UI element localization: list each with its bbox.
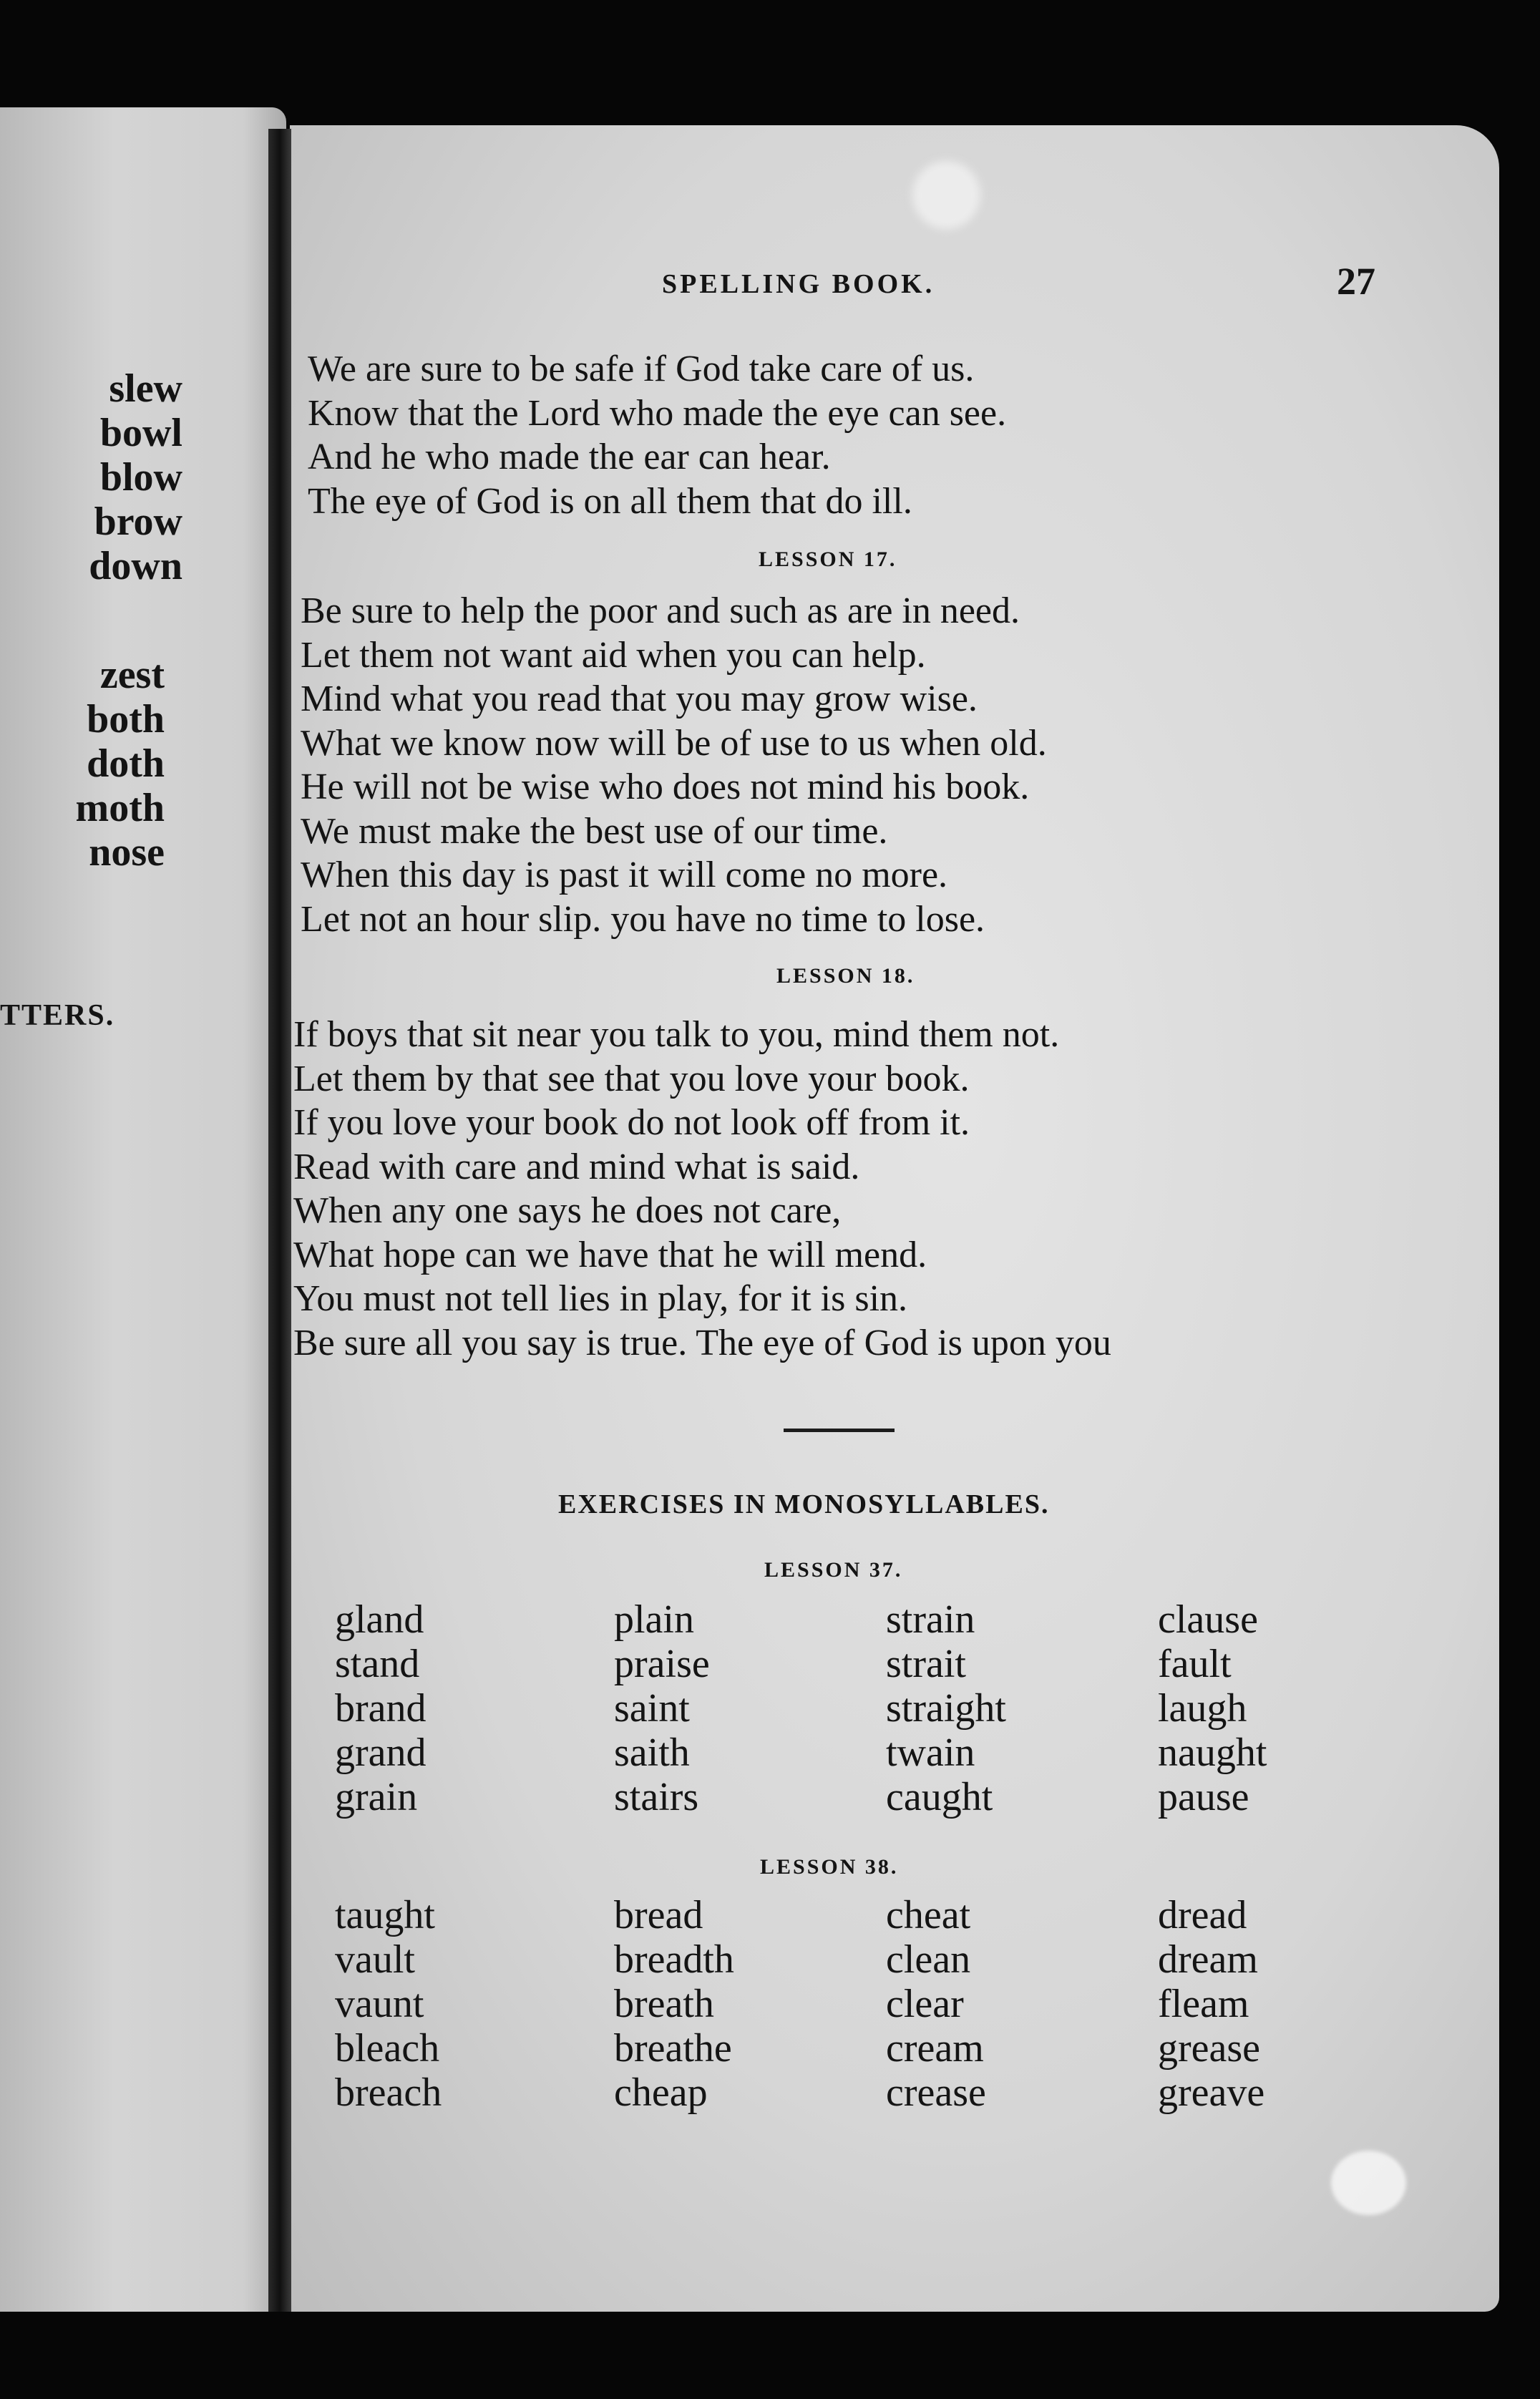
word: bread [614,1893,703,1937]
word-column [614,1893,734,2115]
word: pause [1158,1775,1249,1819]
left-page-word: both [87,697,165,741]
lesson-18-title: LESSON 18. [776,964,915,988]
word: clause [1158,1597,1258,1642]
text-line: And he who made the ear can hear. [308,437,831,477]
lesson-37-title: LESSON 37. [764,1558,903,1582]
left-page-word-group [29,653,165,875]
section-divider [784,1429,895,1432]
word-column [335,1893,442,2115]
left-page-word-group [43,366,182,588]
word: breach [335,2070,442,2115]
left-page-heading: TTERS. [0,999,115,1032]
text-line: When any one says he does not care, [293,1190,842,1231]
word: naught [1158,1731,1267,1775]
word: saint [614,1686,690,1731]
word: dread [1158,1893,1247,1937]
page-number: 27 [1337,260,1375,303]
word-column [1158,1893,1264,2115]
word: vaunt [335,1982,424,2026]
text-line: Let not an hour slip. you have no time to lose. [301,898,985,940]
text-line: When this day is past it will come no more. [301,855,948,895]
left-page-word: bowl [99,411,182,455]
word: stairs [614,1775,699,1819]
text-line: What hope can we have that he will mend. [293,1234,927,1275]
word: crease [886,2070,986,2115]
word: strait [886,1642,966,1686]
intro-text [308,347,1006,523]
text-line: If boys that sit near you talk to you, mind them not. [293,1014,1060,1055]
word-column [1158,1597,1267,1819]
word: gland [335,1597,424,1642]
word: clear [886,1982,964,2026]
exercises-title: EXERCISES IN MONOSYLLABLES. [558,1489,1050,1519]
word: grease [1158,2026,1261,2070]
text-line: Be sure all you say is true. The eye of God is upon you [293,1322,1111,1363]
word: grain [335,1775,418,1819]
word: twain [886,1731,975,1775]
left-page-word: doth [87,741,165,786]
text-line: Mind what you read that you may grow wise. [301,678,978,719]
paper-stain [1331,2151,1406,2215]
text-line: Know that the Lord who made the eye can see. [308,392,1007,434]
text-line: We are sure to be safe if God take care of us. [308,349,975,389]
text-line: If you love your book do not look off from it. [293,1102,970,1143]
word: caught [886,1775,993,1819]
word: cheat [886,1893,971,1937]
lesson-17-text [301,589,1047,941]
left-page-word: moth [75,786,165,830]
paper-stain [912,161,980,229]
left-page-word: nose [89,830,165,875]
word: breathe [614,2026,732,2070]
word: bleach [335,2026,440,2070]
word: greave [1158,2070,1265,2115]
word: clean [886,1937,971,1982]
word-column [886,1893,986,2115]
text-line: He will not be wise who does not mind his book. [301,767,1030,807]
text-line: Read with care and mind what is said. [293,1146,860,1187]
word: grand [335,1731,427,1775]
lesson-38-title: LESSON 38. [760,1855,899,1879]
word: saith [614,1731,690,1775]
word: taught [335,1893,435,1937]
left-page-word: down [89,544,182,588]
word: dream [1158,1937,1258,1982]
text-line: Let them by that see that you love your book. [293,1058,970,1099]
text-line: We must make the best use of our time. [301,810,888,852]
word: plain [614,1597,694,1642]
word: cream [886,2026,984,2070]
text-line: You must not tell lies in play, for it is sin. [293,1278,908,1319]
text-line: Be sure to help the poor and such as are in need. [301,590,1020,631]
text-line: What we know now will be of use to us when old. [301,722,1047,764]
running-header: SPELLING BOOK. [662,269,935,299]
text-line: Let them not want aid when you can help. [301,634,926,676]
word-column [614,1597,710,1819]
left-page-word: brow [94,500,182,544]
book-gutter [268,129,291,2312]
word: strain [886,1597,975,1642]
left-page-word: slew [109,366,182,411]
word: fault [1158,1642,1232,1686]
left-page-word: zest [99,653,165,697]
word: laugh [1158,1686,1247,1731]
word: brand [335,1686,427,1731]
left-page-word: blow [99,455,182,500]
word-column [335,1597,427,1819]
word: straight [886,1686,1006,1731]
word: breadth [614,1937,734,1982]
lesson-17-title: LESSON 17. [759,548,897,571]
text-line: The eye of God is on all them that do ill. [308,480,912,522]
word: praise [614,1642,710,1686]
word: fleam [1158,1982,1249,2026]
word: stand [335,1642,420,1686]
word: breath [614,1982,714,2026]
word-column [886,1597,1006,1819]
word: cheap [614,2070,708,2115]
lesson-18-text [293,1013,1111,1365]
word: vault [335,1937,415,1982]
